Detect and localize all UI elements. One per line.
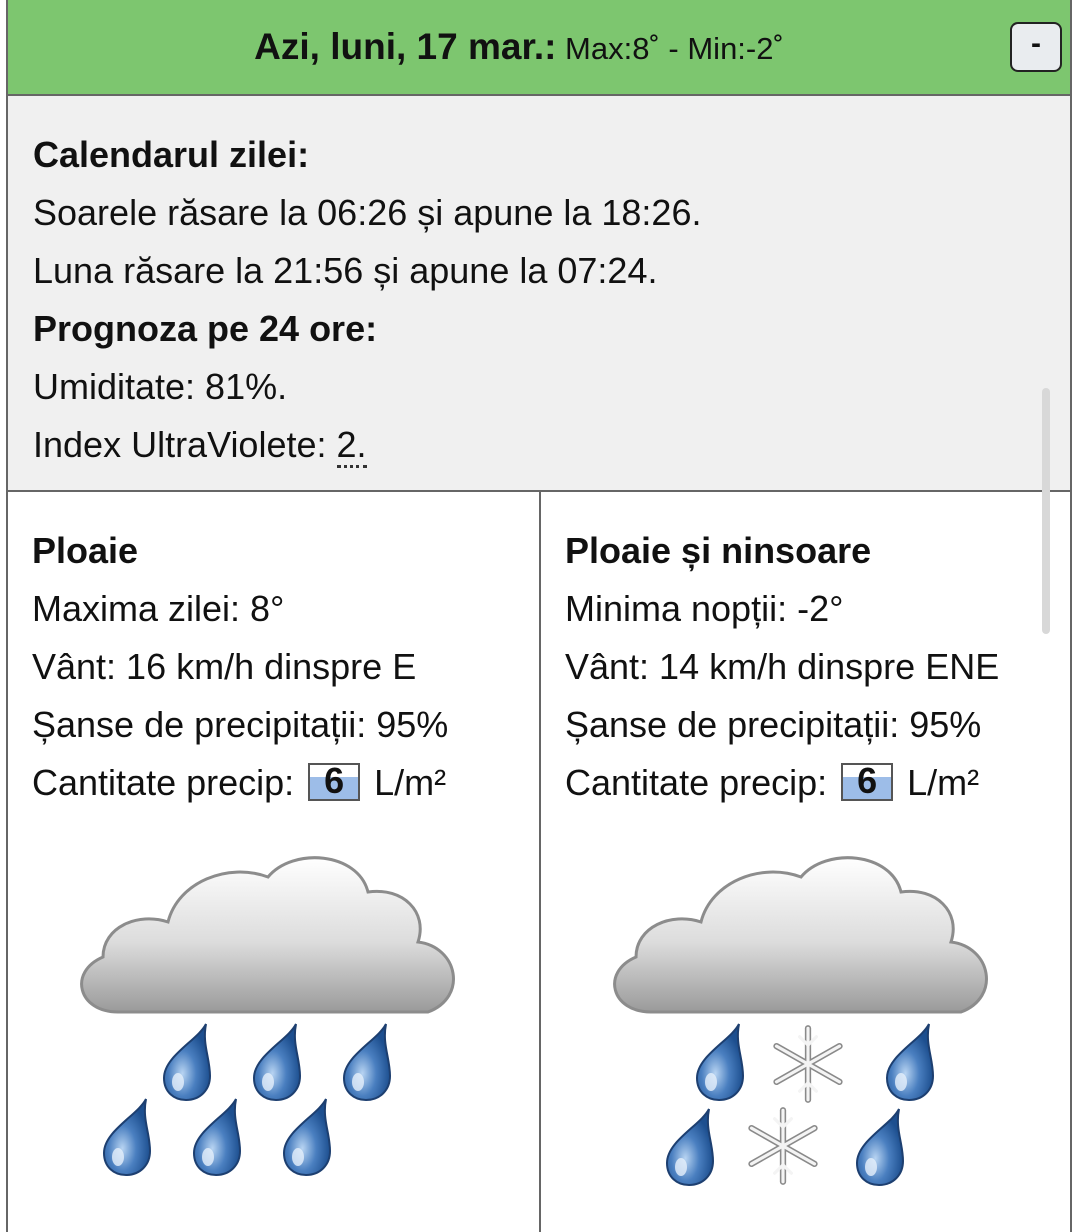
day-amount-unit: L/m² [364,762,447,803]
header-separator: : [544,26,557,67]
day-precip-amount [32,754,539,812]
night-amount-label: Cantitate precip: [565,762,838,803]
day-amount-label: Cantitate precip: [32,762,305,803]
night-amount-unit: L/m² [897,762,980,803]
night-precip-chance: Șanse de precipitații: 95% [565,704,982,745]
day-amount-box [308,760,360,801]
sun-times: Soarele răsare la 06:26 și apune la 18:26. [33,192,702,233]
header-date: Azi, luni, 17 mar. [254,26,545,67]
day-wind: Vânt: 16 km/h dinspre E [32,646,417,687]
night-amount-value: 6 [857,760,878,801]
day-max-temp: Maxima zilei: 8° [32,588,285,629]
night-column [541,492,1070,1232]
moon-times: Luna răsare la 21:56 și apune la 07:24. [33,250,658,291]
rain-cloud-icon [8,822,528,1202]
calendar-heading: Calendarul zilei: [33,134,310,175]
day-amount-value: 6 [324,760,345,801]
day-header [8,0,1070,96]
scrollbar[interactable] [1042,388,1050,634]
night-wind: Vânt: 14 km/h dinspre ENE [565,646,1000,687]
header-min-temp: Min:-2˚ [687,31,784,66]
night-amount-box [841,760,893,801]
day-precip-chance: Șanse de precipitații: 95% [32,704,449,745]
humidity: Umiditate: 81%. [33,366,288,407]
day-details [8,96,1070,492]
header-dash: - [659,31,688,66]
collapse-button[interactable]: - [1010,22,1062,72]
uv-index [33,416,1070,474]
day-column [8,492,541,1232]
day-night-columns [8,492,1070,1232]
header-max-temp: Max:8˚ [556,31,660,66]
forecast-heading: Prognoza pe 24 ore: [33,308,378,349]
uv-index-value[interactable]: 2. [337,424,367,468]
rain-snow-cloud-icon [541,822,1061,1202]
night-min-temp: Minima nopții: -2° [565,588,844,629]
day-condition: Ploaie [32,530,139,571]
night-precip-amount [565,754,1070,812]
forecast-card [6,0,1072,1232]
night-condition: Ploaie și ninsoare [565,530,872,571]
uv-index-label: Index UltraViolete: [33,424,337,465]
header-title [254,26,784,68]
